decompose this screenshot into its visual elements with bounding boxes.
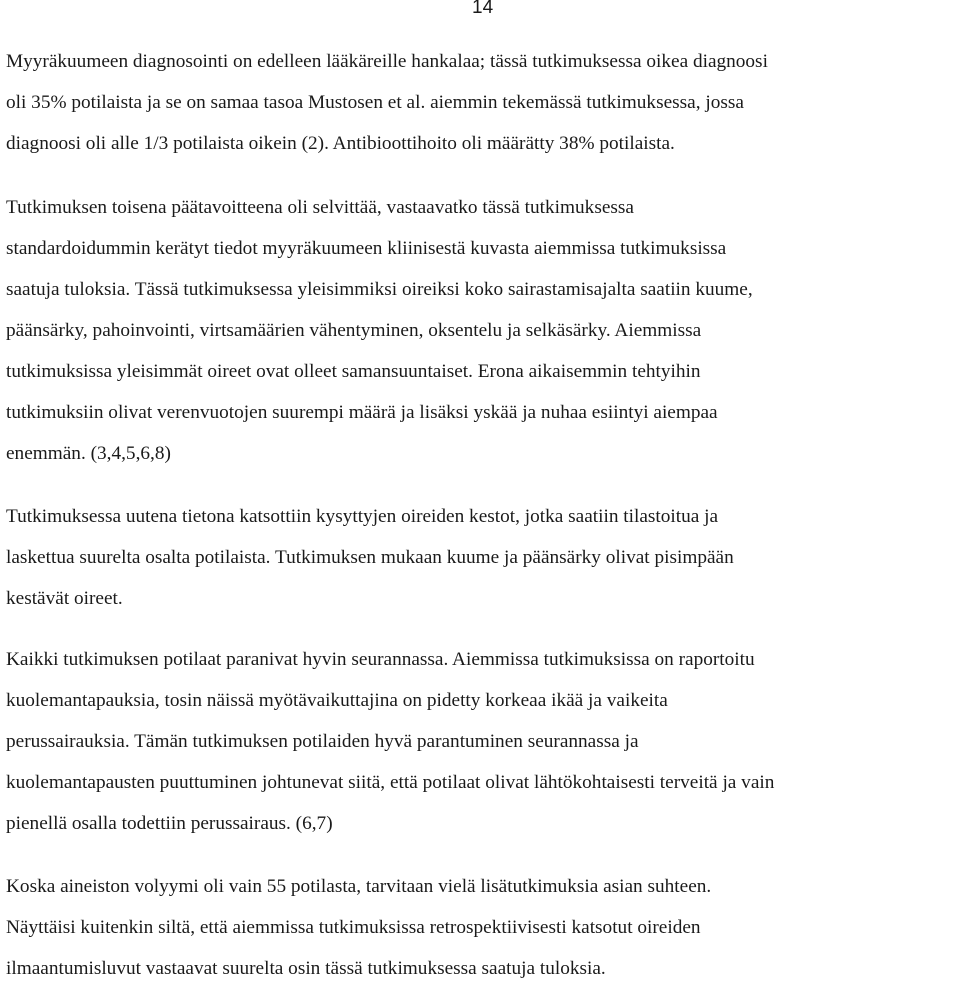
- text-line: Kaikki tutkimuksen potilaat paranivat hyvin seurannassa. Aiemmissa tutkimuksissa on raportoitu: [6, 649, 755, 670]
- text-line: standardoidummin kerätyt tiedot myyräkuumeen kliinisestä kuvasta aiemmissa tutkimuksissa: [6, 238, 727, 259]
- text-line: saatuja tuloksia. Tässä tutkimuksessa yleisimmiksi oireiksi koko sairastamisajalta saatiin kuume,: [6, 279, 753, 300]
- text-line: ilmaantumisluvut vastaavat suurelta osin tässä tutkimuksessa saatuja tuloksia.: [6, 958, 606, 979]
- page-number: 14: [472, 0, 494, 18]
- paragraph-recovery: [6, 639, 954, 844]
- text-line: pienellä osalla todettiin perussairaus. (6,7): [6, 813, 333, 834]
- text-line: enemmän. (3,4,5,6,8): [6, 443, 171, 464]
- paragraph-main-objective: [6, 187, 954, 474]
- text-line: päänsärky, pahoinvointi, virtsamäärien vähentyminen, oksentelu ja selkäsärky. Aiemmissa: [6, 320, 702, 341]
- text-line: Myyräkuumeen diagnosointi on edelleen lääkäreille hankalaa; tässä tutkimuksessa oikea diagnoosi: [6, 51, 768, 72]
- text-line: Tutkimuksessa uutena tietona katsottiin kysyttyjen oireiden kestot, jotka saatiin tilastoitua ja: [6, 506, 719, 527]
- text-line: laskettua suurelta osalta potilaista. Tutkimuksen mukaan kuume ja päänsärky olivat pisimpään: [6, 547, 734, 568]
- text-line: diagnoosi oli alle 1/3 potilaista oikein (2). Antibioottihoito oli määrätty 38% potilaista.: [6, 133, 675, 154]
- paragraph-symptom-durations: [6, 496, 954, 619]
- paragraph-limitations: [6, 866, 954, 989]
- text-line: Koska aineiston volyymi oli vain 55 potilasta, tarvitaan vielä lisätutkimuksia asian suhteen.: [6, 876, 712, 897]
- text-line: kestävät oireet.: [6, 588, 123, 609]
- text-line: Näyttäisi kuitenkin siltä, että aiemmissa tutkimuksissa retrospektiivisesti katsotut oireiden: [6, 917, 701, 938]
- text-line: oli 35% potilaista ja se on samaa tasoa Mustosen et al. aiemmin tekemässä tutkimuksessa, jossa: [6, 92, 744, 113]
- text-line: tutkimuksissa yleisimmät oireet ovat olleet samansuuntaiset. Erona aikaisemmin tehtyihin: [6, 361, 701, 382]
- text-line: tutkimuksiin olivat verenvuotojen suurempi määrä ja lisäksi yskää ja nuhaa esiintyi aiempaa: [6, 402, 718, 423]
- text-line: kuolemantapauksia, tosin näissä myötävaikuttajina on pidetty korkeaa ikää ja vaikeita: [6, 690, 668, 711]
- text-line: Tutkimuksen toisena päätavoitteena oli selvittää, vastaavatko tässä tutkimuksessa: [6, 197, 634, 218]
- paragraph-diagnosis: [6, 41, 954, 164]
- text-line: kuolemantapausten puuttuminen johtunevat siitä, että potilaat olivat lähtökohtaisesti terveitä ja vain: [6, 772, 775, 793]
- text-line: perussairauksia. Tämän tutkimuksen potilaiden hyvä parantuminen seurannassa ja: [6, 731, 639, 752]
